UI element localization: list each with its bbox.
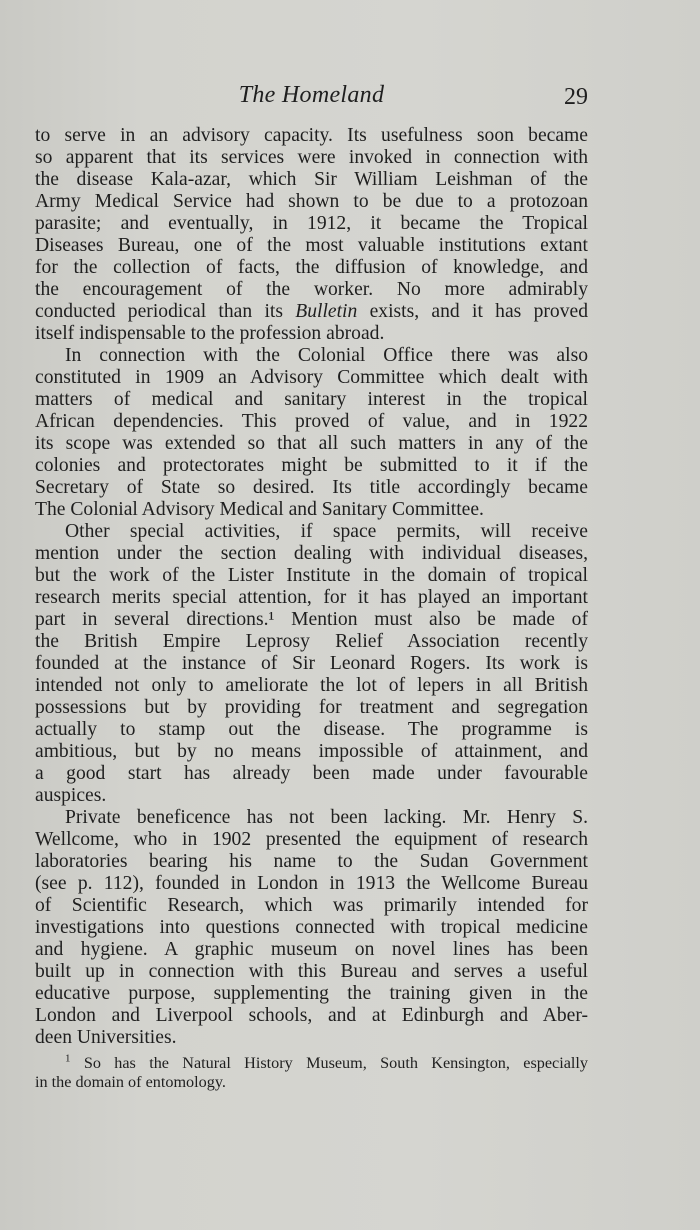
text-line: a good start has already been made under favourable — [35, 763, 588, 784]
text-line: colonies and protectorates might be submitted to it if the — [35, 455, 588, 476]
text-line: educative purpose, supplementing the training given in the — [35, 983, 588, 1004]
text-line: for the collection of facts, the diffusion of knowledge, and — [35, 257, 588, 278]
text-line: The Colonial Advisory Medical and Sanitary Committee. — [35, 499, 484, 520]
footnote-line: in the domain of entomology. — [35, 1073, 226, 1091]
text-line: mention under the section dealing with individual diseases, — [35, 543, 588, 564]
paragraph-start-line: Other special activities, if space permits, will receive — [65, 521, 588, 542]
text-line: Diseases Bureau, one of the most valuable institutions extant — [35, 235, 588, 256]
text-line: ambitious, but by no means impossible of attainment, and — [35, 741, 588, 762]
text-line: the encouragement of the worker. No more admirably — [35, 279, 588, 300]
text-line: built up in connection with this Bureau and serves a useful — [35, 961, 588, 982]
text-line: parasite; and eventually, in 1912, it became the Tropical — [35, 213, 588, 234]
text-line: so apparent that its services were invoked in connection with — [35, 147, 588, 168]
footnote-text: So has the Natural History Museum, South Kensington, especially — [83, 1054, 588, 1072]
text-line: the disease Kala-azar, which Sir William Leishman of the — [35, 169, 588, 190]
paragraph-start-line: Private beneficence has not been lacking. Mr. Henry S. — [65, 807, 588, 828]
text-line: part in several directions.¹ Mention must also be made of — [35, 609, 588, 630]
text-line: London and Liverpool schools, and at Edinburgh and Aber- — [35, 1005, 588, 1026]
text-line: laboratories bearing his name to the Sudan Government — [35, 851, 588, 872]
running-title: The Homeland — [238, 82, 385, 108]
text-line: Army Medical Service had shown to be due to a protozoan — [35, 191, 588, 212]
text-line: conducted periodical than its Bulletin exists, and it has proved — [35, 301, 588, 322]
text-line: and hygiene. A graphic museum on novel lines has been — [35, 939, 588, 960]
footnote-marker: 1 — [65, 1054, 71, 1065]
text-line: matters of medical and sanitary interest in the tropical — [35, 389, 588, 410]
text-line: deen Universities. — [35, 1027, 177, 1048]
text-line: African dependencies. This proved of value, and in 1922 — [35, 411, 588, 432]
footnote — [35, 1054, 588, 1092]
text-line: its scope was extended so that all such matters in any of the — [35, 433, 588, 454]
text-line: but the work of the Lister Institute in the domain of tropical — [35, 565, 588, 586]
text-line: auspices. — [35, 785, 107, 806]
text-line: founded at the instance of Sir Leonard Rogers. Its work is — [35, 653, 588, 674]
text-line: itself indispensable to the profession abroad. — [35, 323, 385, 344]
text-line: actually to stamp out the disease. The programme is — [35, 719, 588, 740]
paragraph-start-line: In connection with the Colonial Office there was also — [65, 345, 588, 366]
text-line: to serve in an advisory capacity. Its usefulness soon became — [35, 125, 588, 146]
text-line: Secretary of State so desired. Its title accordingly became — [35, 477, 588, 498]
text-line: of Scientific Research, which was primarily intended for — [35, 895, 588, 916]
text-line: the British Empire Leprosy Relief Association recently — [35, 631, 588, 652]
text-line: constituted in 1909 an Advisory Committee which dealt with — [35, 367, 588, 388]
page-number: 29 — [564, 84, 588, 110]
text-line: (see p. 112), founded in London in 1913 the Wellcome Bureau — [35, 873, 588, 894]
text-line: investigations into questions connected with tropical medicine — [35, 917, 588, 938]
body-text — [35, 125, 588, 1049]
footnote-line — [35, 1054, 588, 1073]
text-line: possessions but by providing for treatment and segregation — [35, 697, 588, 718]
text-line: research merits special attention, for it has played an important — [35, 587, 588, 608]
text-line: Wellcome, who in 1902 presented the equipment of research — [35, 829, 588, 850]
page-header — [35, 82, 588, 114]
text-line: intended not only to ameliorate the lot of lepers in all British — [35, 675, 588, 696]
journal-title: Bulletin — [295, 301, 358, 322]
